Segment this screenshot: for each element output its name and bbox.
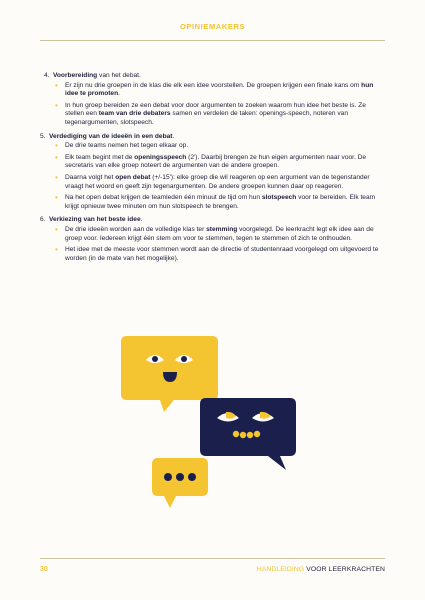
section-title-rest: . bbox=[172, 132, 175, 140]
list-item bbox=[65, 154, 385, 171]
emphasis-text: stemming bbox=[206, 225, 238, 233]
section-title-rest: . bbox=[140, 216, 143, 224]
list-item bbox=[65, 246, 385, 263]
body-text: . bbox=[118, 90, 120, 98]
footer-divider bbox=[40, 558, 385, 559]
bullet-list bbox=[40, 226, 385, 263]
section-number: 5. bbox=[40, 132, 46, 140]
emphasis-text: open debat bbox=[115, 173, 151, 181]
list-item bbox=[65, 194, 385, 211]
header-divider bbox=[40, 40, 385, 41]
body-text: Daarna volgt het bbox=[65, 173, 116, 181]
body-text: voor te bereiden. Elk team krijgt opnieuw twee minuten om hun slotspeech te brengen. bbox=[65, 194, 376, 210]
emphasis-text: team van drie debaters bbox=[98, 110, 171, 118]
list-item bbox=[65, 226, 385, 243]
section-number: 6. bbox=[40, 216, 46, 224]
body-text: Na het open debat krijgen de teamleden één minuut de tijd om hun bbox=[65, 194, 262, 202]
section-6 bbox=[40, 216, 385, 263]
footer-voor-leerkrachten: VOOR LEERKRACHTEN bbox=[304, 566, 385, 573]
page-number: 30 bbox=[40, 566, 48, 573]
body-text: De drie ideeën worden aan de volledige klas ter bbox=[65, 225, 207, 233]
speech-bubble-typing-dots bbox=[152, 458, 208, 508]
section-heading bbox=[40, 72, 385, 81]
running-header: OPINIEMAKERS bbox=[179, 22, 246, 31]
section-title-bold: Voorbereiding bbox=[53, 72, 98, 79]
section-title-rest: van het debat. bbox=[97, 72, 141, 79]
section-title-bold: Verkiezing van het beste idee bbox=[49, 216, 141, 224]
body-text: In hun groep bereiden ze een debat voor door argumenten te zoeken waarom hun idee het beste is. Ze stellen een bbox=[65, 101, 366, 118]
bullet-list bbox=[40, 82, 385, 128]
list-item bbox=[65, 102, 385, 128]
body-text: voorgelegd. De leerkracht legt elk idee aan de groep voor. Iedereen krijgt één stem om voor te stemmen, tegen te stemmen of zich te onthouden. bbox=[65, 225, 374, 242]
body-text: Er zijn nu drie groepen in de klas die elk een idee voorstellen. De groepen krijgen een finale kans om bbox=[65, 81, 362, 89]
section-title-bold: Verdediging van de ideeën in een debat bbox=[49, 132, 173, 140]
section-title bbox=[49, 216, 142, 225]
emphasis-text: openingsspeech bbox=[134, 153, 187, 161]
section-title bbox=[53, 72, 141, 81]
section-4 bbox=[40, 72, 385, 128]
body-text: samen en verdelen de taken: openings-speech, noteren van tegenargumenten, slotspeech. bbox=[65, 110, 348, 126]
speech-bubbles-illustration bbox=[120, 332, 310, 518]
section-5 bbox=[40, 133, 385, 212]
section-number: 4. bbox=[44, 72, 50, 79]
body-text: (+/-15'): elke groep die wil reageren op een argument van de tegenstander vraagt het woord en geeft zijn tegenargumenten. De andere groepen kunnen daar op reageren. bbox=[65, 173, 370, 190]
list-item bbox=[65, 174, 385, 191]
body-text: De drie teams nemen het tegen elkaar op. bbox=[65, 142, 189, 150]
body-text: Het idee met de meeste voor stemmen wordt aan de directie of studentenraad voorgelegd om uitgevoerd te worden (in de mate van het mogelijke). bbox=[65, 246, 379, 262]
section-title bbox=[49, 133, 174, 142]
bullet-list bbox=[40, 142, 385, 211]
list-item bbox=[65, 82, 385, 99]
footer-handleiding: HANDLEIDING bbox=[256, 566, 305, 573]
running-footer bbox=[257, 566, 385, 573]
speech-bubble-wide-eyed-face bbox=[200, 398, 296, 470]
emphasis-text: slotspeech bbox=[261, 194, 297, 202]
instructions-body bbox=[40, 72, 385, 268]
emphasis-text: hun idee te promoten bbox=[65, 81, 374, 98]
body-text: Elk team begint met de bbox=[65, 153, 135, 161]
body-text: (2'). Daarbij brengen ze hun eigen argumenten naar voor. De secretaris van elke groep noteert de argumenten van de andere groepen. bbox=[65, 153, 367, 170]
list-item bbox=[65, 142, 385, 151]
section-heading bbox=[40, 216, 385, 225]
section-heading bbox=[40, 133, 385, 142]
